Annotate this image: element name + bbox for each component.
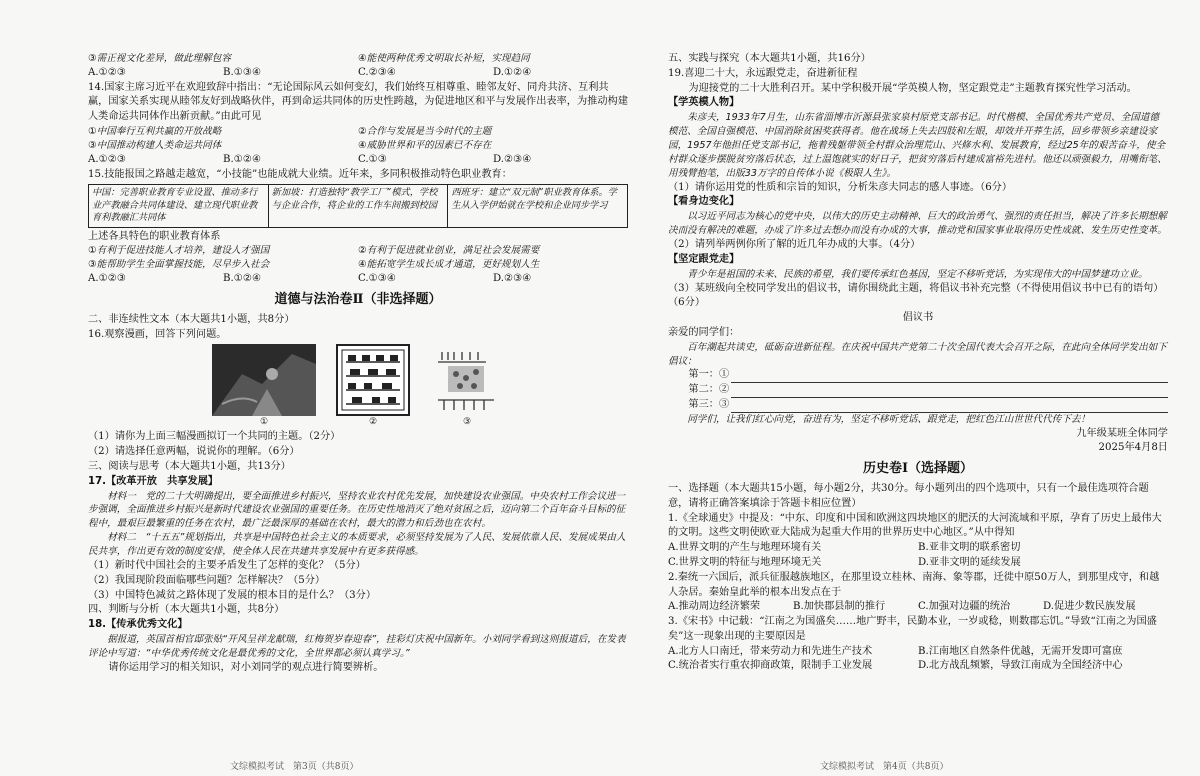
cartoon-2-image [336,344,410,416]
choice-b: B.①②④ [223,153,262,165]
box-singapore: 新加坡：打造独特“教学工厂”模式，学校与企业合作，将企业的工作车间搬到校园 [269,185,449,226]
choice-d: D.②③④ [493,273,532,285]
h3-options-row2 [668,659,1168,674]
box-spain: 西班牙：建立“双元制”职业教育体系。学生从入学伊始就在学校和企业同步学习 [451,187,617,211]
q14-option-3: ③中国推动构建人类命运共同体 [88,139,222,151]
box-china: 中国：完善职业教育专业设置、推动多行业产教融合共同体建设、建立现代职业教育利教融汇共同体 [89,185,269,226]
q15-options-row1 [88,244,628,258]
q19-heading-1: 【学英模人物】 [668,97,740,109]
h3-option-c: C.统治者实行重农抑商政策，限制手工业发展 [668,660,873,672]
q18-body: 据报道，英国首相官邸张贴“开风呈祥龙献瑞，红梅贺岁春迎春”，挂彩灯庆祝中国新年。小刘同学看到这则报道后，在发表评论中写道：“中华优秀传统文化是最优秀的文化，全世界都必须认真学习。” [88,634,626,659]
choice-a: A.①②③ [88,66,126,78]
choice-c: C.②③④ [358,66,397,78]
q16-cartoons [88,344,628,430]
q17-sub3: （3）中国特色减贫之路体现了发展的根本目的是什么？（3分） [88,589,377,601]
q17-material-2: 材料二 “十五五”规划指出，共享是中国特色社会主义的本质要求，必须坚持发展为了人民、发展依靠人民、发展成果由人民共享，作出更有效的制度安排，使全体人民在共建共享发展中有更多获得感。 [88,532,626,558]
q16-sub2: （2）请选择任意两幅，说说你的理解。（6分） [88,446,300,458]
choice-a: A.①②③ [88,273,126,285]
h1-option-d: D.亚非文明的延续发展 [918,557,1021,568]
choice-d: D.促进少数民族发展 [1043,601,1136,613]
h3-option-d: D.北方战乱频繁，导致江南成为全国经济中心 [918,660,1123,672]
q19-intro: 为迎接党的二十大胜利召开。某中学积极开展“学英模人物，坚定跟党走”主题教育探究性学习活动。 [688,82,1137,94]
right-column [668,52,1168,674]
part3-heading: 三、阅读与思考（本大题共1小题，共13分） [88,461,291,473]
letter-closing: 同学们，让我们红心向党，奋进有为，坚定不移听党话、跟党走，把红色江山世世代代传下去！ [687,413,1091,425]
letter-first-blank[interactable] [731,371,1168,383]
choice-d: D.②③④ [493,153,532,165]
h2-stem: 2.秦统一六国后，派兵征服越族地区，在那里设立桂林、南海、象等郡，迁徙中原50万人，到那里戍守，和越人杂居。秦始皇此举的根本出发点在于 [668,571,1160,598]
part4-heading: 四、判断与分析（本大题共1小题，共8分） [88,604,285,616]
h1-option-b: B.亚非文明的联系密切 [918,542,1021,554]
q13-choices [88,66,628,81]
section-title-ethics-2: 道德与法治卷Ⅱ（非选择题） [274,292,442,308]
q19-sub2: （2）请列举两例你所了解的近几年办成的大事。（4分） [668,239,921,251]
letter-third-row [668,398,1168,413]
h1-options-row1 [668,541,1168,556]
q16-stem: 16.观察漫画，回答下列问题。 [88,328,227,340]
letter-third-label: 第三：③ [688,399,730,410]
letter-second-blank[interactable] [731,386,1168,398]
letter-body: 百年潮起共读史，砥砺奋进新征程。在庆祝中国共产党第二十次全国代表大会召开之际，在此向全体同学发出如下倡议： [668,341,1167,367]
q19-heading-2: 【看身边变化】 [668,196,740,208]
q15-lead: 上述各具特色的职业教育体系 [88,230,221,242]
q14-option-2: ②合作与发展是当今时代的主题 [358,126,492,138]
cartoon-3 [430,344,504,430]
letter-third-blank[interactable] [731,401,1168,413]
choice-d: D.①②④ [493,66,532,78]
q14-options-row1 [88,125,628,139]
q17-material-1: 材料一 党的二十大明确提出，要全面推进乡村振兴，坚持农业农村优先发展，加快建设农业强国。中央农村工作会议进一步强调，全面推进乡村振兴是新时代建设农业强国的重要任务。在历史性地消灭了绝对贫困之后，迈向第二个百年奋斗目标的征程中，最艰巨最繁重的任务在农村，最广泛最深厚的基础在农村，最大的潜力和后劲也在农村。 [88,490,626,530]
cartoon-label-2: ② [368,417,378,428]
h1-options-row2 [668,556,1168,571]
q15-choices [88,272,628,287]
left-column [88,52,628,676]
q17-sub2: （2）我国现阶段面临哪些问题？怎样解决？（5分） [88,574,326,586]
q13-option-3: ③需正视文化差异，做此理解包容 [88,53,231,64]
q18-title: 18.【传承优秀文化】 [88,619,188,631]
q15-info-boxes [88,184,628,227]
q15-option-1: ①有利于促进技能人才培养，建设人才强国 [88,245,270,257]
h3-option-a: A.北方人口南迁，带来劳动力和先进生产技术 [668,645,873,657]
letter-date: 2025年4月8日 [1098,442,1168,454]
choice-c: C.加强对边疆的统治 [918,601,1011,613]
choice-c: C.①③④ [358,273,397,285]
choice-b: B.①②④ [223,273,262,285]
choice-a: A.推动周边经济繁荣 [668,601,761,613]
cartoon-label-3: ③ [462,417,472,428]
letter-title: 倡议书 [902,312,934,324]
h2-choices [668,600,1168,615]
q19-sub3: （3）某班级向全校同学发出的倡议书，请你围绕此主题，将倡议书补充完整（不得使用倡议书中已有的语句）（6分） [668,282,1164,309]
q14-stem: 14.国家主席习近平在欢迎致辞中指出：“无论国际风云如何变幻，我们始终互相尊重、睦邻友好、同舟共济、互利共赢，国家关系实现从睦邻友好到战略伙伴，再到命运共同体的历史性跨越，为促进地区和平与发展作出表率，为推动构建人类命运共同体作出新贡献。”由此可见 [88,81,628,123]
part5-heading: 五、实践与探究（本大题共1小题，共16分） [668,53,871,64]
q14-choices [88,153,628,168]
q18-ask: 请你运用学习的相关知识，对小刘同学的观点进行简要辨析。 [108,661,384,673]
right-page-footer: 文综模拟考试 第4页（共8页） [820,761,949,772]
choice-b: B.①③④ [223,66,262,78]
h3-options-row1 [668,645,1168,660]
left-page-footer: 文综模拟考试 第3页（共8页） [230,761,359,772]
h3-option-b: B.江南地区自然条件优越，无需开发即可富庶 [918,645,1123,657]
q15-option-3: ③能帮助学生全面掌握技能，尽早步入社会 [88,259,270,271]
section-title-history-1: 历史卷Ⅰ（选择题） [862,461,974,477]
q19-text-1: 朱彦夫，1933年7月生，山东省淄博市沂源县张家泉村原党支部书记。时代楷模、全国优秀共产党员、全国道德模范、全国自强模范、中国消除贫困奖获得者。他在战场上失去四肢和左眼，却效并开荞生活，回乡带领乡亲建设家园，1957年他担任党支部书记，拖着残躯带领全村群众治理荒山、兴修水利、发展教育，经过25年的艰苦奋斗，使全村群众逐步摆脱贫穷落后状态，过上温饱就实的好日子，把贫穷落后村建成富裕先进村。他还以顽强毅力，用嘴衔笔、用残臂抱笔，出版33万字的自传体小说《极限人生》。 [668,112,1167,179]
q13-option-4: ④能使两种优秀文明取长补短，实现趋同 [358,53,530,64]
q19-sub1: （1）请你运用党的性质和宗旨的知识，分析朱彦夫同志的感人事迹。（6分） [668,181,1013,193]
h3-stem: 3.《宋书》中记载：“江南之为国盛矣……地广野丰，民勤本业，一岁或稔，则数郡忘饥。”导致“江南之为国盛矣”这一现象出现的主要原因是 [668,616,1157,642]
letter-signer: 九年级某班全体同学 [1076,427,1168,439]
choice-b: B.加快郡县制的推行 [793,601,886,613]
q15-option-2: ②有利于促进就业创业，满足社会发展需要 [358,245,540,257]
part2-heading: 二、非连续性文本（本大题共1小题，共8分） [88,313,295,325]
q14-options-row2 [88,139,628,153]
q14-option-4: ④威胁世界和平的因素已不存在 [358,139,492,151]
q15-stem: 15.技能报国之路越走越宽，“小技能”也能成就大业绩。近年来，多同积极推动特色职业教育： [88,168,512,180]
history-intro: 一、选择题（本大题共15小题，每小题2分，共30分。每小题列出的四个选项中，只有一个最佳选项符合题意，请将正确答案填涂于答题卡相应位置） [668,483,1149,509]
cartoon-2 [336,344,410,430]
q19-heading-3: 【坚定跟党走】 [668,253,740,265]
cartoon-label-1: ① [259,417,269,428]
q17-title: 17.【改革开放 共享发展】 [88,475,219,487]
h1-option-c: C.世界文明的特征与地理环境无关 [668,557,822,568]
h1-option-a: A.世界文明的产生与地理环境有关 [668,542,822,554]
q17-sub1: （1）新时代中国社会的主要矛盾发生了怎样的变化？（5分） [88,560,366,572]
cartoon-1-image [212,344,316,416]
cartoon-1 [212,344,316,430]
letter-second-label: 第二：② [688,384,730,396]
choice-a: A.①②③ [88,153,126,165]
choice-c: C.①③ [358,153,387,165]
q14-option-1: ①中国奉行互利共赢的开放战略 [88,126,222,138]
letter-greeting: 亲爱的同学们： [668,326,740,338]
h1-stem: 1.《全球通史》中提及：“中东、印度和中国和欧洲这四块地区的肥沃的大河流域和平原，孕育了历史上最伟大的文明。这些文明使欧亚大陆成为起重大作用的世界历史中心地区。”从中得知 [668,512,1162,539]
q19-text-3: 青少年是祖国的未来、民族的希望，我们要传承红色基因，坚定不移听党话，为实现伟大的中国梦建功立业。 [687,268,1148,280]
letter-second-row [668,383,1168,398]
q19-text-2: 以习近平同志为核心的党中央，以伟大的历史主动精神、巨大的政治勇气、强烈的责任担当，解决了许多长期想解决而没有解决的难题，办成了许多过去想办而没有办成的大事，推动党和国家事业取得历史性成就、发生历史性变革。 [668,211,1167,237]
q13-options [88,52,628,66]
letter-first-label: 第一：① [688,369,730,381]
cartoon-3-image [430,344,504,416]
q19-title: 19.喜迎二十大，永远跟党走，奋进新征程 [668,67,858,79]
letter-first-row [668,368,1168,383]
q16-sub1: （1）请你为上面三幅漫画拟订一个共同的主题。（2分） [88,431,341,443]
q15-options-row2 [88,258,628,272]
q15-option-4: ④能拓宽学生成长成才通道，更好规划人生 [358,259,540,271]
